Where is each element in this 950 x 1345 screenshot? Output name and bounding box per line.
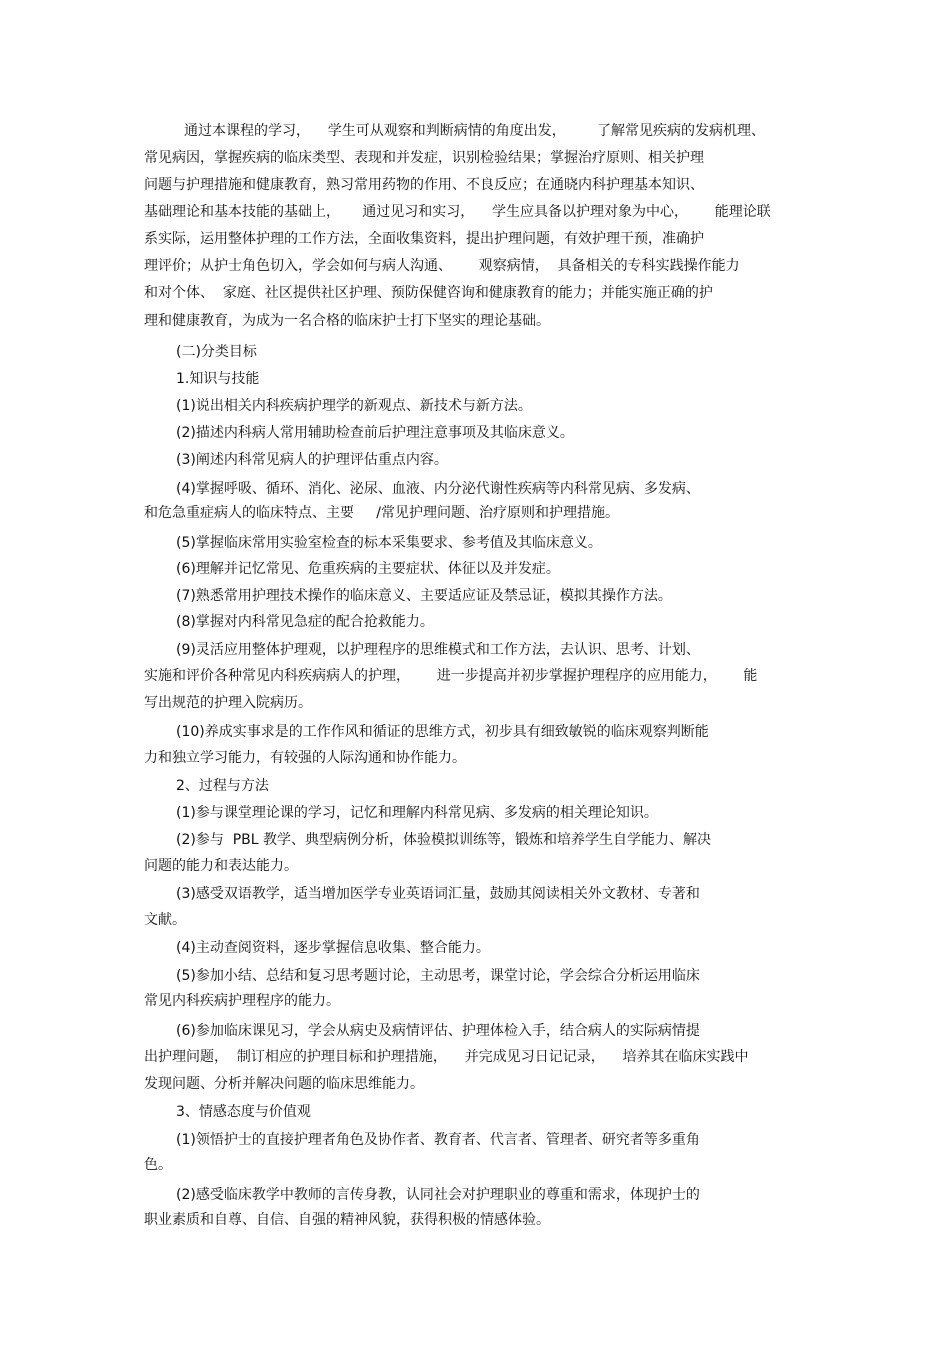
text-line: 通过本课程的学习， 学生可从观察和判断病情的角度出发， 了解常见疾病的发病机理、 [184,123,765,139]
list-item-cont: 力和独立学习能力，有较强的人际沟通和协作能力。 [144,750,466,766]
list-item: (3)感受双语教学，适当增加医学专业英语词汇量，鼓励其阅读相关外文教材、专著和 [176,886,700,902]
subsection-heading: 1.知识与技能 [176,371,260,387]
list-item: (2)感受临床教学中教师的言传身教，认同社会对护理职业的尊重和需求，体现护士的 [176,1187,700,1203]
list-item-cont: 出护理问题， 制订相应的护理目标和护理措施， 并完成见习日记记录， 培养其在临床实践中 [144,1049,749,1065]
list-item-cont: 文献。 [144,912,186,928]
list-item: (1)说出相关内科疾病护理学的新观点、新技术与新方法。 [176,398,532,414]
list-item: (9)灵活应用整体护理观，以护理程序的思维模式和工作方法，去认识、思考、计划、 [176,642,700,658]
subsection-heading: 2、过程与方法 [176,778,269,794]
text-line: 系实际，运用整体护理的工作方法，全面收集资料，提出护理问题，有效护理干预，准确护 [144,231,704,247]
list-item-cont: 和危急重症病人的临床特点、主要 /常见护理问题、治疗原则和护理措施。 [144,505,619,521]
list-item-cont: 实施和评价各种常见内科疾病病人的护理， 进一步提高并初步掌握护理程序的应用能力， 能 [144,668,758,684]
list-item-cont: 写出规范的护理入院病历。 [144,695,312,711]
list-item: (4)掌握呼吸、循环、消化、泌尿、血液、内分泌代谢性疾病等内科常见病、多发病、 [176,481,700,497]
list-item: (1)领悟护士的直接护理者角色及协作者、教育者、代言者、管理者、研究者等多重角 [176,1132,700,1148]
text-line: 和对个体、 家庭、社区提供社区护理、预防保健咨询和健康教育的能力；并能实施正确的护 [144,285,713,301]
text-line: 问题与护理措施和健康教育，熟习常用药物的作用、不良反应；在通晓内科护理基本知识、 [144,177,704,193]
text-line: 基础理论和基本技能的基础上， 通过见习和实习， 学生应具备以护理对象为中心， 能理论联 [144,204,771,220]
text-line: 理评价；从护士角色切入，学会如何与病人沟通、 观察病情， 具备相关的专科实践操作能力 [144,258,740,274]
list-item: (2)参与 PBL 教学、典型病例分析，体验模拟训练等，锻炼和培养学生自学能力、解决 [176,832,712,848]
section-heading: (二)分类目标 [176,344,257,360]
list-item: (4)主动查阅资料，逐步掌握信息收集、整合能力。 [176,940,490,956]
list-item: (2)描述内科病人常用辅助检查前后护理注意事项及其临床意义。 [176,425,574,441]
list-item: (1)参与课堂理论课的学习，记忆和理解内科常见病、多发病的相关理论知识。 [176,805,658,821]
list-item: (5)掌握临床常用实验室检查的标本采集要求、参考值及其临床意义。 [176,535,602,551]
list-item: (3)阐述内科常见病人的护理评估重点内容。 [176,452,448,468]
text-line: 常见病因，掌握疾病的临床类型、表现和并发症，识别检验结果；掌握治疗原则、相关护理 [144,150,704,166]
subsection-heading: 3、情感态度与价值观 [176,1104,311,1120]
list-item: (6)理解并记忆常见、危重疾病的主要症状、体征以及并发症。 [176,561,560,577]
list-item-cont: 发现问题、分析并解决问题的临床思维能力。 [144,1076,424,1092]
list-item: (6)参加临床课见习，学会从病史及病情评估、护理体检入手，结合病人的实际病情提 [176,1023,700,1039]
text-line: 理和健康教育，为成为一名合格的临床护士打下坚实的理论基础。 [144,313,550,329]
list-item: (8)掌握对内科常见急症的配合抢救能力。 [176,614,434,630]
list-item-cont: 色。 [144,1157,172,1173]
list-item: (10)养成实事求是的工作作风和循证的思维方式，初步具有细致敏锐的临床观察判断能 [176,724,709,740]
list-item-cont: 职业素质和自尊、自信、自强的精神风貌，获得积极的情感体验。 [144,1212,550,1228]
list-item: (7)熟悉常用护理技术操作的临床意义、主要适应证及禁忌证，模拟其操作方法。 [176,588,672,604]
list-item: (5)参加小结、总结和复习思考题讨论，主动思考，课堂讨论，学会综合分析运用临床 [176,968,700,984]
list-item-cont: 问题的能力和表达能力。 [144,858,298,874]
list-item-cont: 常见内科疾病护理程序的能力。 [144,993,340,1009]
